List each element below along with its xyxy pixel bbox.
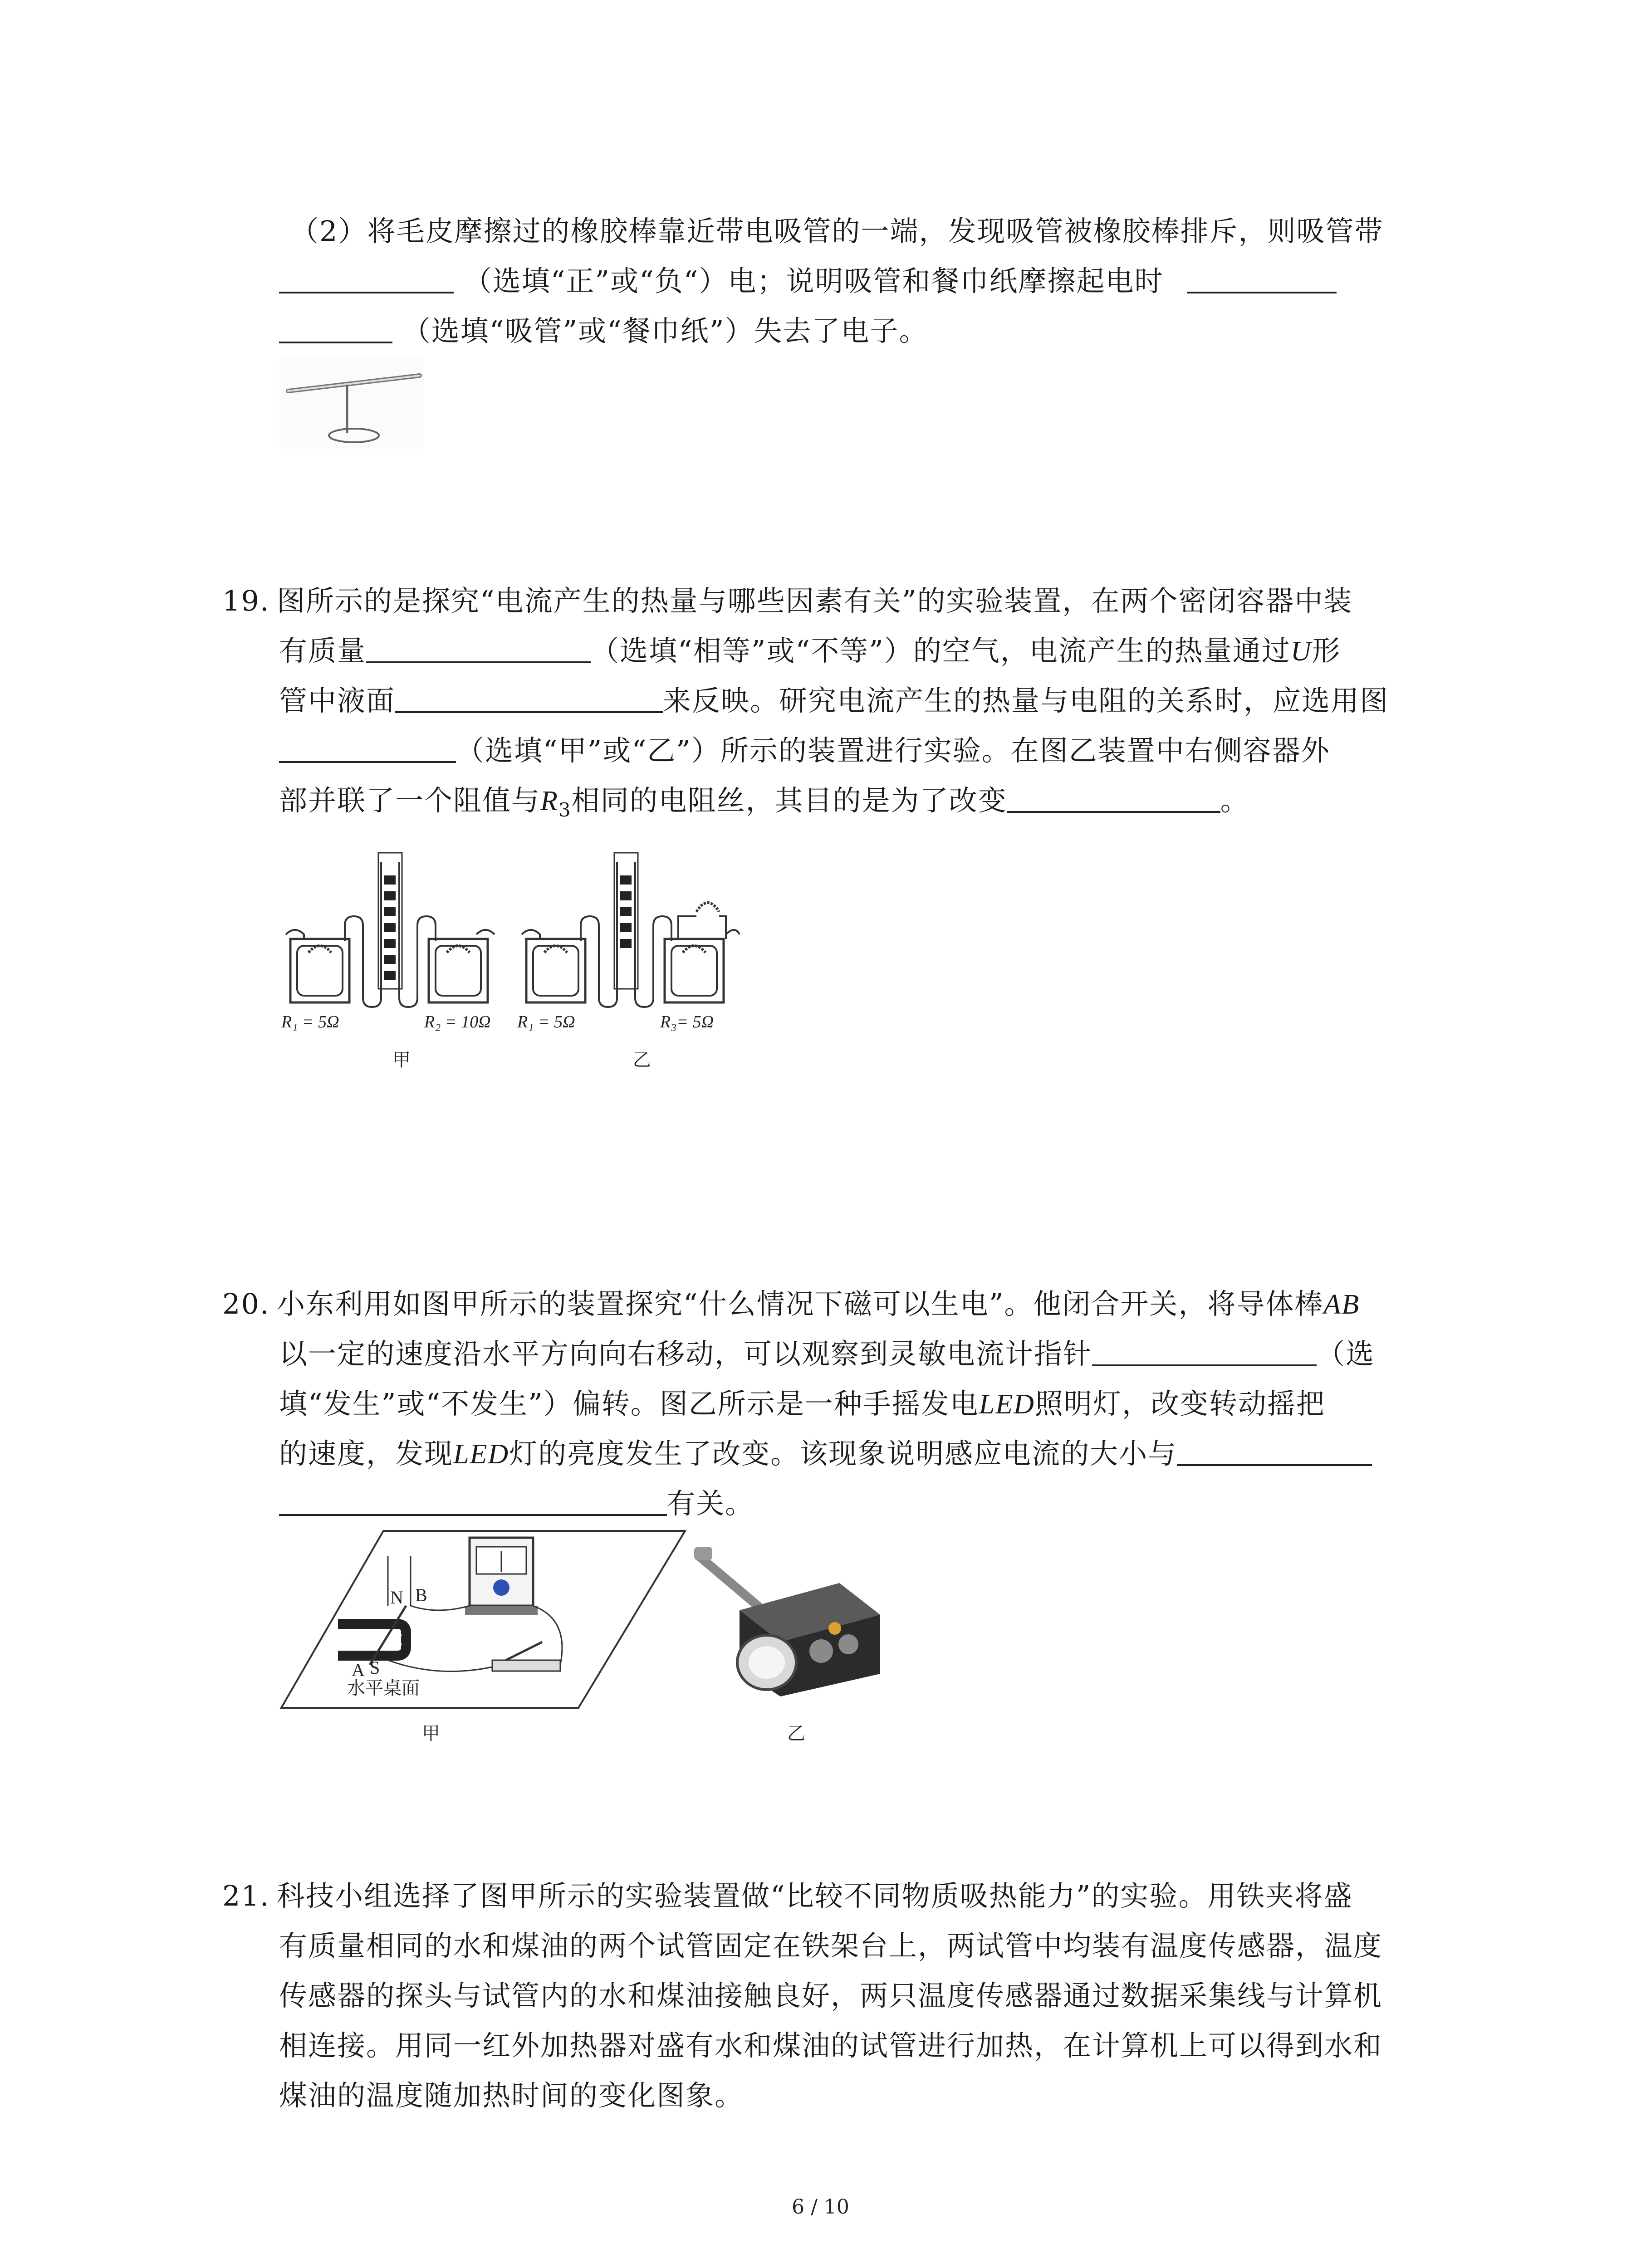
q18-text-2: （选填“正”或“负“）电；说明吸管和餐巾纸摩擦起电时: [463, 264, 1164, 298]
q19-line-5: [279, 782, 1249, 828]
q20-caption-jia: 甲: [422, 1723, 440, 1744]
q19-text-2b: （选填“相等”或“不等”）的空气，电流产生的热量通过: [591, 634, 1291, 667]
q19-text-1: 图所示的是探究“电流产生的热量与哪些因素有关”的实验装置，在两个密闭容器中装: [277, 584, 1353, 617]
label-r1-jia: R₁ = 5Ω: [281, 1012, 339, 1031]
label-r3: R₃= 5Ω: [660, 1012, 714, 1031]
q20-text-3c: 照明灯，改变转动摇把: [1034, 1387, 1325, 1420]
q20-induction-figure: [279, 1529, 687, 1710]
q21-text-5: 煤油的温度随加热时间的变化图象。: [279, 2079, 744, 2112]
q21-line-4: [279, 2028, 1382, 2064]
q18-text-3: （选填“吸管”或“餐巾纸”）失去了电子。: [402, 314, 928, 347]
q18-text-1: （2）将毛皮摩擦过的橡胶棒靠近带电吸管的一端，发现吸管被橡胶棒排斥，则吸管带: [290, 215, 1384, 248]
q19-line-1: [222, 583, 1352, 619]
q18-line-1: [290, 213, 1383, 249]
q20-line-4: [279, 1436, 1372, 1472]
page-number: 6 / 10: [792, 2195, 849, 2219]
q20-text-2b: （选: [1317, 1337, 1375, 1370]
q19-text-2c: 形: [1312, 634, 1341, 667]
q19-blank-air-mass[interactable]: [366, 634, 591, 663]
q19-blank-purpose[interactable]: [1007, 784, 1220, 813]
q18-blank-lose-electron-b[interactable]: [279, 314, 392, 343]
q21-line-3: [279, 1978, 1382, 2014]
q18-blank-lose-electron-a[interactable]: [1187, 264, 1337, 293]
q19-symbol-u: U: [1290, 636, 1312, 667]
q20-caption-yi: 乙: [787, 1723, 805, 1744]
q18-line-3: [279, 313, 928, 349]
q19-line-3: [279, 683, 1389, 719]
q19-text-3b: 来反映。研究电流产生的热量与电阻的关系时，应选用图: [663, 684, 1389, 717]
q20-line-2: [279, 1336, 1375, 1372]
q20-text-4c: 灯的亮度发生了改变。该现象说明感应电流的大小与: [509, 1437, 1177, 1470]
label-north: N: [390, 1587, 403, 1608]
q20-blank-deflection[interactable]: [1092, 1337, 1317, 1366]
q18-blank-charge[interactable]: [279, 264, 454, 293]
q19-text-4: （选填“甲”或“乙”）所示的装置进行实验。在图乙装置中右侧容器外: [456, 734, 1330, 767]
q21-line-1: [222, 1878, 1352, 1914]
q20-number: 20.: [222, 1287, 270, 1320]
q19-text-5a: 部并联了一个阻值与: [279, 784, 541, 817]
q21-line-5: [279, 2077, 744, 2114]
q21-number: 21.: [222, 1879, 270, 1912]
q20-text-1a: 小东利用如图甲所示的装置探究“什么情况下磁可以生电”。他闭合开关，将导体棒: [277, 1287, 1324, 1320]
q20-blank-factor-a[interactable]: [1177, 1437, 1372, 1466]
q19-line-4: [279, 733, 1330, 769]
label-r1-yi: R₁ = 5Ω: [517, 1012, 575, 1031]
label-horizontal-desk: 水平桌面: [347, 1678, 420, 1699]
label-south: S: [370, 1657, 380, 1678]
q21-text-2: 有质量相同的水和煤油的两个试管固定在铁架台上，两试管中均装有温度传感器，温度: [279, 1929, 1383, 1962]
q20-blank-factor-b[interactable]: [279, 1487, 667, 1516]
q20-hand-crank-lamp-figure: [690, 1542, 898, 1706]
label-r2: R₂ = 10Ω: [424, 1012, 491, 1031]
q19-number: 19.: [222, 584, 270, 617]
q19-blank-which-figure[interactable]: [279, 734, 456, 763]
q21-line-2: [279, 1928, 1382, 1964]
label-a: A: [352, 1660, 365, 1680]
q20-symbol-ab: AB: [1323, 1289, 1360, 1320]
q21-text-1: 科技小组选择了图甲所示的实验装置做“比较不同物质吸热能力”的实验。用铁夹将盛: [277, 1879, 1353, 1912]
q20-text-4a: 的速度，发现: [279, 1437, 454, 1470]
setup-yi: [517, 853, 740, 1031]
q20-line-5: [279, 1486, 754, 1522]
q20-text-2a: 以一定的速度沿水平方向向右移动，可以观察到灵敏电流计指针: [279, 1337, 1092, 1370]
q19-text-5c: 。: [1220, 784, 1249, 817]
q19-blank-liquid-level[interactable]: [395, 684, 663, 713]
q19-symbol-r-sub: 3: [558, 799, 572, 821]
label-b: B: [415, 1585, 427, 1605]
q20-symbol-led-1: LED: [979, 1389, 1035, 1420]
q20-line-1: [222, 1286, 1360, 1323]
q20-text-5: 有关。: [667, 1487, 754, 1520]
q20-symbol-led-2: LED: [453, 1439, 509, 1470]
q20-line-3: [279, 1386, 1325, 1422]
q19-caption-jia: 甲: [392, 1050, 411, 1070]
q19-text-3a: 管中液面: [279, 684, 396, 717]
setup-jia: [281, 853, 495, 1031]
q19-joule-heating-figure: [277, 844, 744, 1043]
q19-symbol-r: R: [540, 786, 558, 816]
straw-stand-figure: [279, 358, 424, 449]
q18-line-2: [279, 263, 1337, 299]
q19-text-2a: 有质量: [279, 634, 367, 667]
q21-text-4: 相连接。用同一红外加热器对盛有水和煤油的试管进行加热，在计算机上可以得到水和: [279, 2029, 1383, 2062]
q19-text-5b: 相同的电阻丝，其目的是为了改变: [571, 784, 1007, 817]
q19-line-2: [279, 633, 1341, 670]
q21-text-3: 传感器的探头与试管内的水和煤油接触良好，两只温度传感器通过数据采集线与计算机: [279, 1979, 1383, 2012]
q19-caption-yi: 乙: [633, 1050, 651, 1070]
q20-text-3a: 填“发生”或“不发生”）偏转。图乙所示是一种手摇发电: [279, 1387, 979, 1420]
